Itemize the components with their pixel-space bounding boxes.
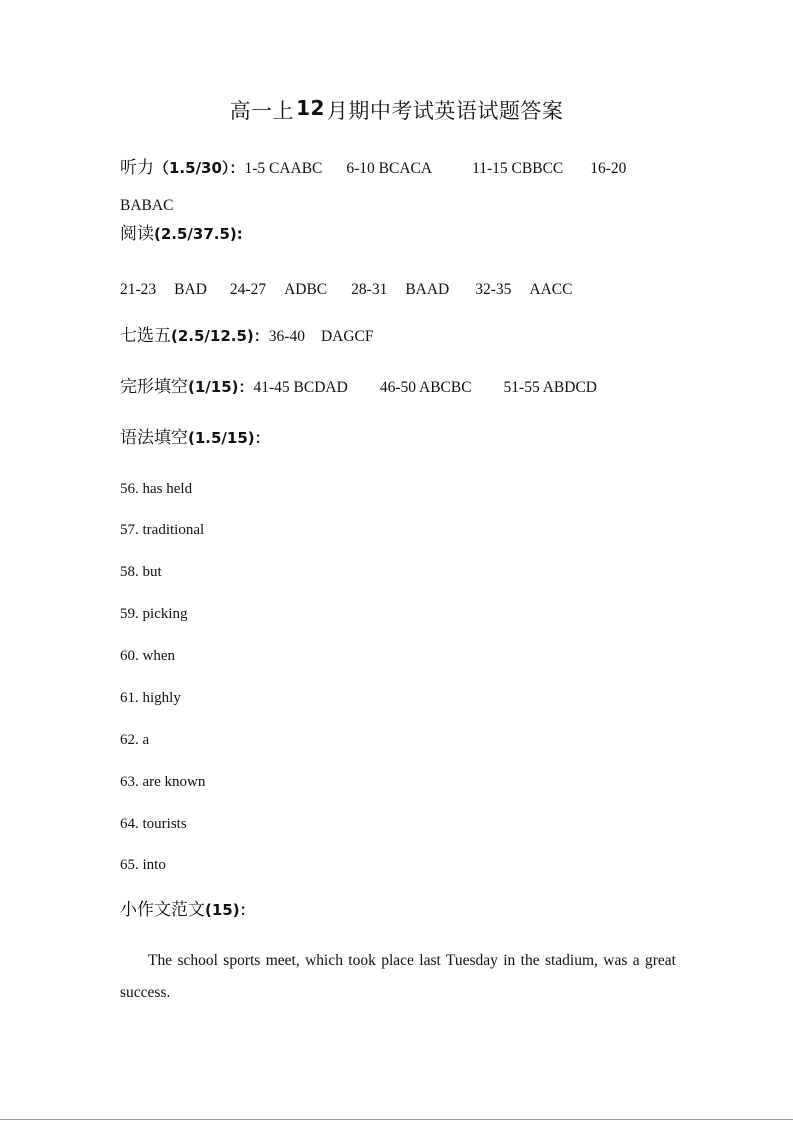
title-prefix: 高一上 xyxy=(229,99,295,123)
reading-ans-2: ADBC xyxy=(284,281,328,298)
seven-choose-five-section xyxy=(120,321,374,346)
reading-label: 阅读 xyxy=(120,224,154,244)
grammar-score: (1.5/15)： xyxy=(188,429,270,447)
grammar-heading xyxy=(120,423,270,448)
writing-score: (15)： xyxy=(205,901,255,919)
seven-choose-five-ans: DAGCF xyxy=(320,328,374,345)
writing-heading xyxy=(120,895,255,920)
cloze-group-1: 41-45 BCDAD xyxy=(253,379,348,396)
listening-label: 听力 xyxy=(120,158,154,178)
grammar-item-59: 59. picking xyxy=(120,606,188,622)
reading-answers xyxy=(120,281,573,299)
cloze-group-3: 51-55 ABDCD xyxy=(503,379,597,396)
grammar-item-56: 56. has held xyxy=(120,481,193,497)
listening-group-4: 16-20 xyxy=(590,160,627,177)
page-bottom-rule xyxy=(0,1119,793,1120)
title-suffix: 月期中考试英语试题答案 xyxy=(326,99,564,123)
seven-choose-five-heading xyxy=(120,326,269,346)
title-number: 12 xyxy=(296,96,325,120)
grammar-item-64: 64. tourists xyxy=(120,816,187,832)
listening-continuation: BABAC xyxy=(120,197,174,214)
seven-choose-five-score: (2.5/12.5)： xyxy=(171,327,269,345)
reading-score: (2.5/37.5): xyxy=(154,225,243,243)
seven-choose-five-range: 36-40 xyxy=(268,328,305,345)
cloze-group-2: 46-50 ABCBC xyxy=(379,379,472,396)
grammar-item-62: 62. a xyxy=(120,732,150,748)
cloze-label: 完形填空 xyxy=(120,377,188,397)
reading-ans-4: AACC xyxy=(529,281,573,298)
listening-group-3: 11-15 CBBCC xyxy=(472,160,564,177)
reading-range-3: 28-31 xyxy=(351,281,388,298)
grammar-item-57: 57. traditional xyxy=(120,522,205,538)
grammar-item-61: 61. highly xyxy=(120,690,181,706)
reading-range-2: 24-27 xyxy=(229,281,267,298)
listening-section xyxy=(120,153,626,178)
grammar-item-63: 63. are known xyxy=(120,774,206,790)
cloze-score: (1/15)： xyxy=(188,378,254,396)
reading-ans-1: BAD xyxy=(174,281,207,298)
cloze-section xyxy=(120,372,597,397)
page-title xyxy=(0,97,793,125)
listening-group-2: 6-10 BCACA xyxy=(346,160,433,177)
seven-choose-five-label: 七选五 xyxy=(120,326,171,346)
listening-heading xyxy=(120,158,244,178)
reading-range-4: 32-35 xyxy=(475,281,512,298)
cloze-heading xyxy=(120,377,254,397)
writing-label: 小作文范文 xyxy=(120,900,205,920)
grammar-item-65: 65. into xyxy=(120,857,166,873)
reading-range-1: 21-23 xyxy=(120,281,157,298)
reading-ans-3: BAAD xyxy=(405,281,450,298)
grammar-item-58: 58. but xyxy=(120,564,162,580)
writing-sample-text: The school sports meet, which took place last Tuesday in the stadium, was a great success. xyxy=(120,952,676,1001)
listening-group-1: 1-5 CAABC xyxy=(244,160,323,177)
listening-score: （1.5/30）： xyxy=(154,159,245,177)
grammar-item-60: 60. when xyxy=(120,648,175,664)
grammar-label: 语法填空 xyxy=(120,428,188,448)
reading-heading xyxy=(120,219,243,244)
